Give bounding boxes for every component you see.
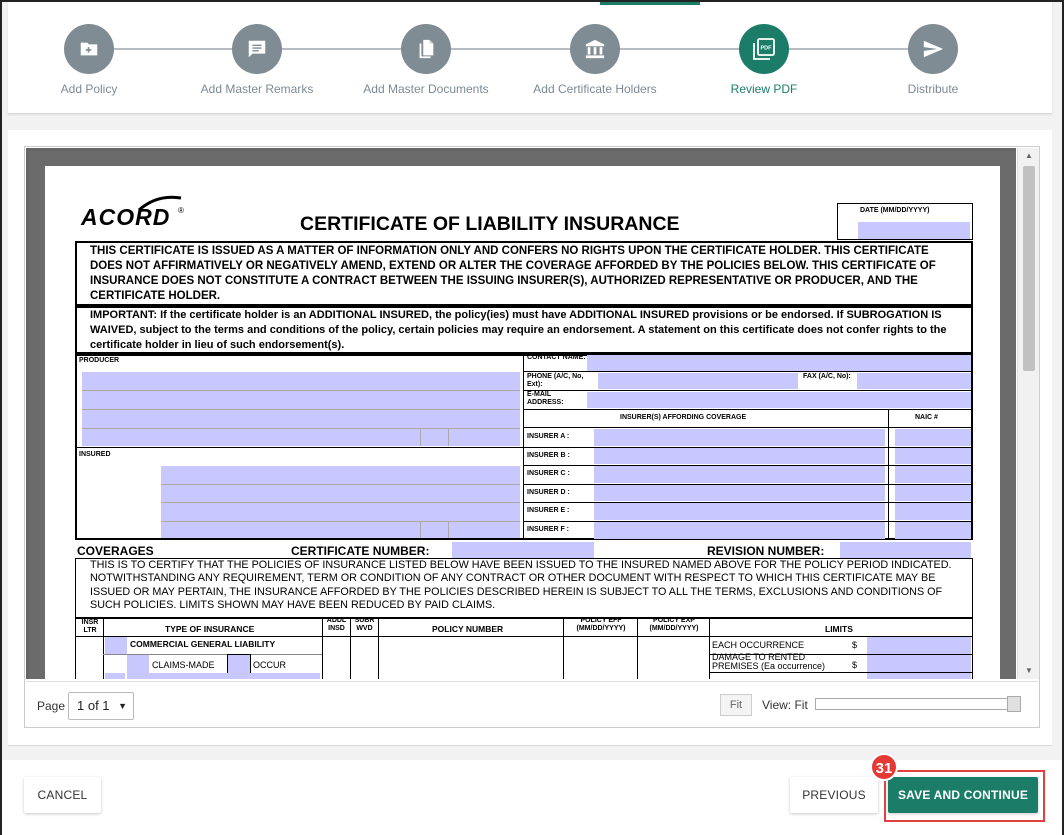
- date-field[interactable]: [858, 222, 970, 239]
- dollar-sign: $: [852, 660, 858, 670]
- step-label: Add Policy: [60, 82, 118, 96]
- cancel-button[interactable]: CANCEL: [24, 777, 101, 813]
- pdf-scrollbar[interactable]: [1017, 148, 1039, 679]
- insurer-name-field[interactable]: [594, 429, 885, 446]
- comment-icon: [232, 24, 282, 74]
- col-type: TYPE OF INSURANCE: [165, 624, 255, 634]
- grid-line: [637, 618, 638, 679]
- date-label: DATE (MM/DD/YYYY): [860, 207, 930, 214]
- cgl-extra-field[interactable]: [127, 673, 320, 679]
- contact-name-field[interactable]: [587, 355, 971, 371]
- step-add-master-remarks[interactable]: [172, 24, 342, 96]
- field-divider: [420, 428, 421, 446]
- target-highlight: [884, 770, 1045, 822]
- step-add-certificate-holders[interactable]: [510, 24, 680, 96]
- wizard-stepper: [8, 2, 1052, 114]
- insurer-name-field[interactable]: [594, 448, 885, 465]
- view-mode-label: View: Fit: [762, 698, 808, 712]
- occur-checkbox[interactable]: [228, 655, 250, 673]
- previous-button[interactable]: PREVIOUS: [790, 777, 878, 813]
- coverages-label: COVERAGES: [77, 544, 154, 558]
- each-occurrence-field[interactable]: [867, 637, 971, 654]
- insurer-name-field[interactable]: [594, 522, 885, 539]
- fit-button[interactable]: Fit: [720, 694, 752, 716]
- insurers-header: INSURER(S) AFFORDING COVERAGE: [620, 414, 747, 421]
- col-subr: SUBR WVD: [354, 617, 375, 632]
- damage-to-rented-label: DAMAGE TO RENTED PREMISES (Ea occurrence): [712, 652, 826, 671]
- zoom-slider-handle[interactable]: [1007, 696, 1021, 712]
- phone-field[interactable]: [598, 373, 798, 389]
- claims-made-checkbox[interactable]: [127, 655, 149, 673]
- insurer-label: INSURER A :: [527, 433, 570, 440]
- acord-logo: ACORD: [81, 204, 171, 230]
- contact-name-label: CONTACT NAME:: [527, 354, 586, 361]
- pdf-icon-text: PDF: [760, 45, 772, 52]
- field-divider: [82, 428, 520, 429]
- step-review-pdf[interactable]: [679, 24, 849, 96]
- cgl-extra-checkbox[interactable]: [105, 673, 125, 679]
- insurer-naic-field[interactable]: [895, 429, 971, 446]
- field-divider: [420, 521, 421, 538]
- occur-label: OCCUR: [253, 660, 286, 670]
- grid-line: [75, 447, 523, 448]
- field-divider: [161, 484, 520, 485]
- field-divider: [161, 502, 520, 503]
- insurer-label: INSURER C :: [527, 470, 570, 478]
- field-divider: [448, 428, 449, 446]
- active-step-indicator: [600, 2, 700, 5]
- fax-label: FAX (A/C, No):: [803, 373, 851, 380]
- insurer-naic-field[interactable]: [895, 448, 971, 465]
- pdf-page: [45, 166, 1000, 679]
- step-label: Review PDF: [730, 82, 798, 96]
- step-badge: 31: [870, 753, 898, 781]
- bank-icon: [570, 24, 620, 74]
- step-label: Add Certificate Holders: [533, 82, 657, 96]
- step-distribute[interactable]: [848, 24, 1018, 96]
- form-title: CERTIFICATE OF LIABILITY INSURANCE: [300, 213, 680, 235]
- insurer-label: INSURER D :: [527, 488, 570, 496]
- field-divider: [161, 521, 520, 522]
- step-add-master-documents[interactable]: [341, 24, 511, 96]
- fax-field[interactable]: [857, 373, 971, 389]
- grid-line: [523, 427, 973, 428]
- revision-number-label: REVISION NUMBER:: [707, 544, 825, 558]
- folder-add-icon: [64, 24, 114, 74]
- grid-line: [523, 390, 973, 391]
- certificate-number-label: CERTIFICATE NUMBER:: [291, 544, 430, 558]
- col-addl: ADDL INSD: [326, 617, 347, 632]
- insurer-label: INSURER E :: [527, 507, 570, 515]
- insurer-naic-field[interactable]: [895, 485, 971, 502]
- insurer-name-field[interactable]: [594, 466, 885, 483]
- acord-registered-mark: ®: [178, 206, 184, 215]
- page-select-value: 1 of 1: [77, 698, 110, 713]
- producer-label: PRODUCER: [79, 357, 120, 364]
- insurer-label: INSURER B :: [527, 451, 570, 459]
- grid-line: [563, 618, 564, 679]
- page-select[interactable]: [68, 692, 134, 720]
- grid-line: [709, 618, 710, 679]
- pdf-viewport[interactable]: [26, 148, 1016, 679]
- claims-made-label: CLAIMS-MADE: [152, 660, 215, 670]
- insurer-naic-field[interactable]: [895, 522, 971, 539]
- disclaimer-text-1: THIS CERTIFICATE IS ISSUED AS A MATTER OF INFORMATION ONLY AND CONFERS NO RIGHTS UPON THE CERTIFICATE HOLDER. THIS CERTIFICATE DOES NOT AFFIRMATIVELY OR NEGATIVELY AMEND, EXTEND OR ALTER THE COVERAGE AFFORDED BY THE POLICIES BELOW. THIS CERTIFICATE OF INSURANCE DOES NOT CONSTITUTE A CONTRACT BETWEEN THE ISSUING INSURER(S), AUTHORIZED REPRESENTATIVE OR PRODUCER, AND THE CERTIFICATE HOLDER.: [90, 245, 936, 302]
- scroll-thumb[interactable]: [1023, 166, 1035, 371]
- field-divider: [82, 390, 520, 391]
- pdf-viewer: [24, 146, 1040, 728]
- page-label: Page: [37, 699, 66, 713]
- grid-line: [103, 618, 104, 679]
- send-icon: [908, 24, 958, 74]
- pdf-viewer-card: [8, 130, 1052, 746]
- revision-number-field[interactable]: [840, 542, 971, 558]
- each-occurrence-label: EACH OCCURRENCE: [712, 640, 805, 650]
- step-label: Add Master Remarks: [200, 82, 314, 96]
- email-field[interactable]: [587, 392, 971, 408]
- zoom-slider[interactable]: [815, 698, 1021, 710]
- pdf-icon: [739, 24, 789, 74]
- cgl-label: COMMERCIAL GENERAL LIABILITY: [130, 639, 276, 649]
- field-divider: [82, 409, 520, 410]
- step-add-policy[interactable]: [4, 24, 174, 96]
- field-divider: [448, 521, 449, 538]
- cgl-checkbox[interactable]: [105, 637, 127, 655]
- certificate-number-field[interactable]: [452, 542, 594, 558]
- damage-to-rented-field[interactable]: [867, 655, 971, 672]
- coverages-text: THIS IS TO CERTIFY THAT THE POLICIES OF INSURANCE LISTED BELOW HAVE BEEN ISSUED TO THE INSURED NAMED ABOVE FOR THE POLICY PERIOD INDICATED. NOTWITHSTANDING ANY REQUIREMENT, TERM OR CONDITION OF ANY CONTRACT OR OTHER DOCUMENT WITH RESPECT TO WHICH THIS CERTIFICATE MAY BE ISSUED OR MAY PERTAIN, THE INSURANCE AFFORDED BY THE POLICIES DESCRIBED HEREIN IS SUBJECT TO ALL THE TERMS, EXCLUSIONS AND CONDITIONS OF SUCH POLICIES. LIMITS SHOWN MAY HAVE BEEN REDUCED BY PAID CLAIMS.: [90, 559, 952, 612]
- insurer-label: INSURER F :: [527, 526, 569, 533]
- col-policy-eff: POLICY EFF (MM/DD/YYYY): [576, 617, 626, 632]
- save-and-continue-button[interactable]: SAVE AND CONTINUE: [888, 777, 1038, 813]
- grid-line: [523, 409, 973, 410]
- insurer-name-field[interactable]: [594, 485, 885, 502]
- insured-label: INSURED: [79, 451, 111, 458]
- med-exp-field[interactable]: [867, 673, 971, 679]
- insurer-naic-field[interactable]: [895, 503, 971, 520]
- col-policy-number: POLICY NUMBER: [432, 624, 504, 634]
- pdf-toolbar: [26, 681, 1038, 727]
- col-insr-ltr: INSR LTR: [81, 619, 99, 634]
- email-label: E-MAIL ADDRESS:: [527, 391, 564, 406]
- col-policy-exp: POLICY EXP (MM/DD/YYYY): [649, 617, 699, 632]
- col-limits: LIMITS: [825, 624, 853, 634]
- phone-label: PHONE (A/C, No, Ext):: [527, 373, 584, 388]
- step-label: Distribute: [907, 82, 959, 96]
- grid-line: [523, 371, 973, 372]
- scroll-down-arrow-icon[interactable]: ▼: [1025, 666, 1033, 675]
- naic-header: NAIC #: [915, 414, 938, 421]
- dollar-sign: $: [852, 640, 858, 650]
- insurer-name-field[interactable]: [594, 503, 885, 520]
- grid-line: [378, 618, 379, 679]
- insurer-naic-field[interactable]: [895, 466, 971, 483]
- disclaimer-text-2: IMPORTANT: If the certificate holder is an ADDITIONAL INSURED, the policy(ies) must have ADDITIONAL INSURED provisions or be endorsed. If SUBROGATION IS WAIVED, subject to the terms and conditions of the policy, certain policies may require an endorsement. A statement on this certificate does not confer rights to the certificate holder in lieu of such endorsement(s).: [90, 309, 947, 351]
- scroll-up-arrow-icon[interactable]: ▲: [1025, 151, 1033, 160]
- caret-down-icon: ▼: [118, 701, 127, 711]
- documents-icon: [401, 24, 451, 74]
- step-label: Add Master Documents: [363, 82, 489, 96]
